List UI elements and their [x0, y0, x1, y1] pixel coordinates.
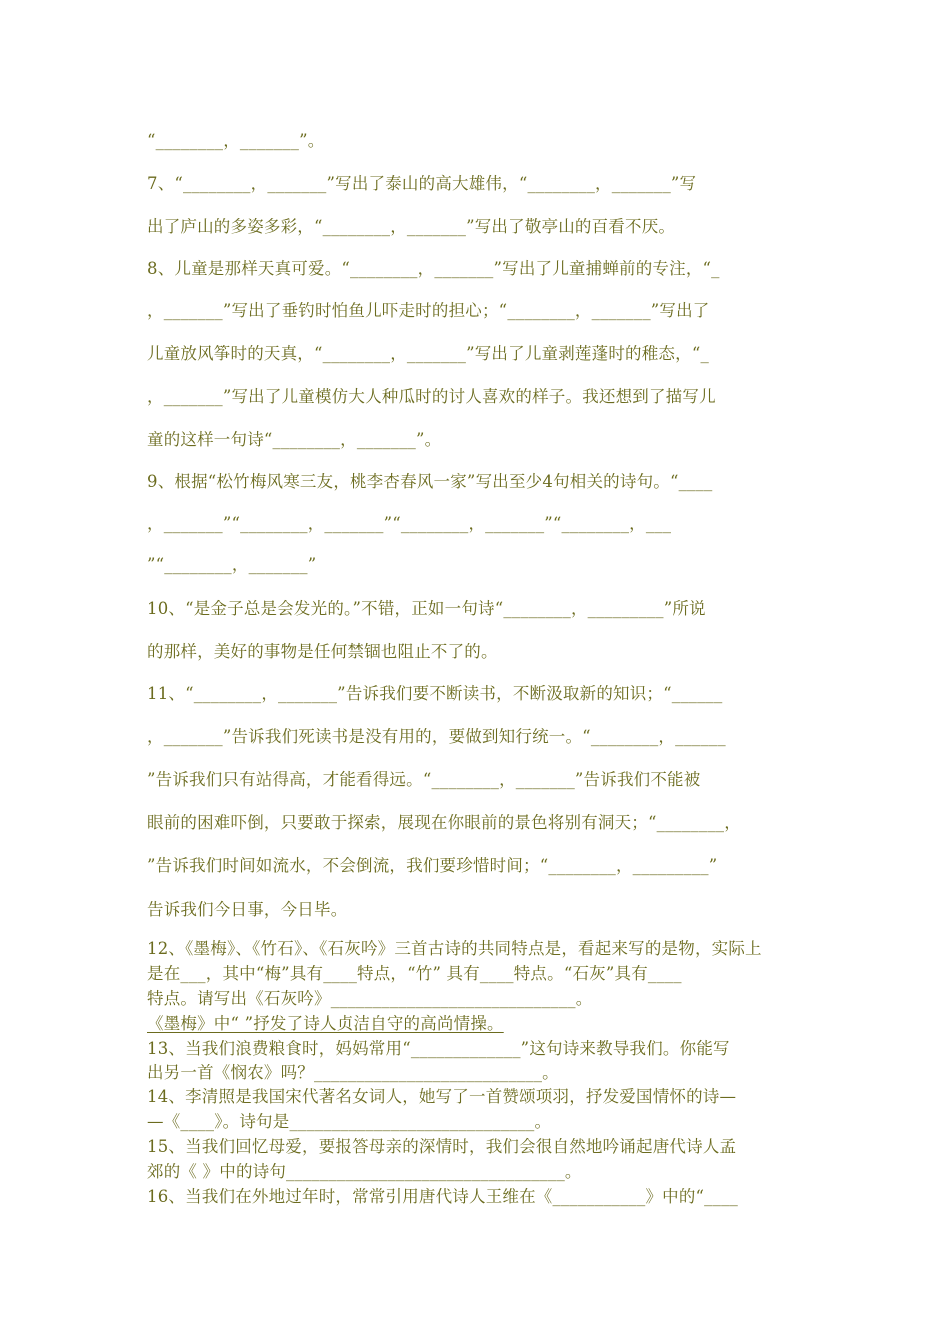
text-line: 9、根据“松竹梅风寒三友，桃李杏春风一家”写出至少4句相关的诗句。“____ — [147, 472, 713, 491]
text-line: 8、儿童是那样天真可爱。“________，_______”写出了儿童捕蝉前的专注，“_ — [147, 259, 720, 278]
text-line: ，_______”写出了儿童模仿大人种瓜时的讨人喜欢的样子。我还想到了描写儿 — [147, 387, 716, 406]
text-line: 郊的《 》中的诗句_________________________________。 — [147, 1162, 582, 1181]
text-line: 11、“________，_______”告诉我们要不断读书，不断汲取新的知识；“______ — [147, 684, 723, 703]
text-line: ，_______”写出了垂钓时怕鱼儿吓走时的担心；“________，_______”写出了 — [147, 301, 710, 320]
text-line: ”告诉我们只有站得高，才能看得远。“________，_______”告诉我们不能被 — [147, 770, 701, 789]
text-line: 告诉我们今日事，今日毕。 — [147, 900, 348, 919]
text-line: —《____》。诗句是_____________________________。 — [147, 1112, 552, 1131]
text-line: 14、李清照是我国宋代著名女词人，她写了一首赞颂项羽，抒发爱国情怀的诗— — [147, 1087, 737, 1106]
text-line: ，_______”告诉我们死读书是没有用的，要做到知行统一。“________，______ — [147, 727, 726, 746]
text-line: ，_______”“________，_______”“________，_______”“________，___ — [147, 514, 672, 533]
text-line: ”“________，_______” — [147, 555, 317, 574]
text-line: 童的这样一句诗“________，_______”。 — [147, 430, 442, 449]
text-line: 《墨梅》中“ ”抒发了诗人贞洁自守的高尚情操。 — [147, 1014, 504, 1033]
text-line: 出了庐山的多姿多彩，“________，_______”写出了敬亭山的百看不厌。 — [147, 217, 676, 236]
text-line: 的那样，美好的事物是任何禁锢也阻止不了的。 — [147, 642, 498, 661]
text-line: 出另一首《悯农》吗？___________________________。 — [147, 1063, 559, 1082]
text-line: ”告诉我们时间如流水，不会倒流，我们要珍惜时间；“________，_________” — [147, 856, 718, 875]
text-line: 13、当我们浪费粮食时，妈妈常用“_____________”这句诗来教导我们。你能写 — [147, 1039, 730, 1058]
text-line: 7、“________，_______”写出了泰山的高大雄伟，“________，_______”写 — [147, 174, 697, 193]
text-line: 特点。请写出《石灰吟》_____________________________。 — [147, 989, 593, 1008]
text-line: 儿童放风筝时的天真，“________，_______”写出了儿童剥莲蓬时的稚态，“_ — [147, 344, 709, 363]
text-line: 眼前的困难吓倒，只要敢于探索，展现在你眼前的景色将别有洞天；“________， — [147, 813, 741, 832]
text-line: 16、当我们在外地过年时，常常引用唐代诗人王维在《___________》中的“____ — [147, 1187, 738, 1206]
text-line: “________，_______”。 — [147, 131, 325, 150]
text-line: 10、“是金子总是会发光的。”不错，正如一句诗“________，_________”所说 — [147, 599, 706, 618]
text-line: 15、当我们回忆母爱，要报答母亲的深情时，我们会很自然地吟诵起唐代诗人孟 — [147, 1137, 737, 1156]
text-line: 是在___，其中“梅”具有____特点，“竹” 具有____特点。“石灰”具有____ — [147, 964, 682, 983]
text-line: 12、《墨梅》、《竹石》、《石灰吟》三首古诗的共同特点是，看起来写的是物，实际上 — [147, 939, 762, 958]
